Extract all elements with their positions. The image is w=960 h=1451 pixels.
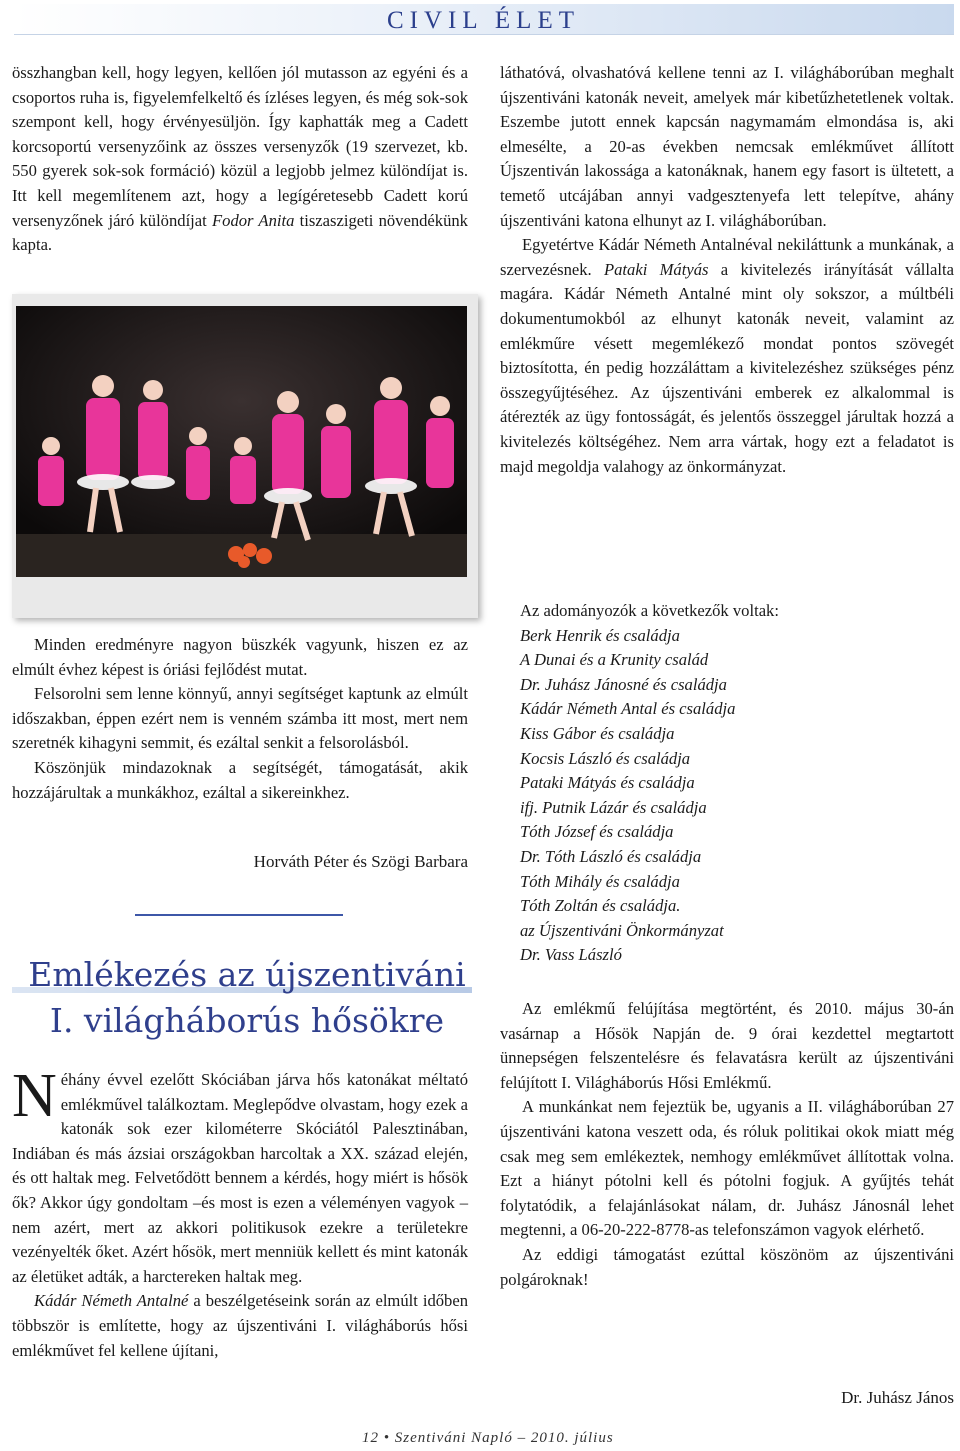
article-title-line2: I. világháborús hősökre xyxy=(49,1001,445,1040)
donor-item: Kádár Németh Antal és családja xyxy=(520,699,736,719)
drop-cap: N xyxy=(12,1062,57,1130)
person-name: Pataki Mátyás xyxy=(603,259,709,279)
donor-item: Tóth József és családja xyxy=(520,822,674,842)
article-paragraph: láthatóvá, olvashatóvá kellene tenni az I. világháborúban meghalt újszentiváni katonák neveit, amelyek már kibetűzhetetlenek voltak. Eszembe jutott ennek kapcsán nagymamám elmondása is, aki elmesélte, a 20-as években nemcsak emlékművet állított Újszentiván lakossága a katonáknak, hanem egy fasort is ültetett, a temető utcájában annyi vadgesztenyefa lett telepítve, ahány újszentiváni katona elhunyt az I. világháborúban. xyxy=(500,63,954,230)
article-paragraph: a beszélgetéseink során az elmúlt időben többször is említette, hogy az újszentiváni I. világháborús hősi emlékművet fel kellene újítani, xyxy=(12,1291,469,1360)
donor-item: Dr. Juhász Jánosné és családja xyxy=(520,674,727,694)
article-paragraph: Az emlékmű felújítása megtörtént, és 2010. május 30-án vasárnap a Hősök Napján de. 9 órai kezdettel megtartott ünnepségen felszentelésre és felavatásra került az újszentiváni felújított I. Világháborús Hősi Emlékmű. xyxy=(500,999,954,1092)
section-divider xyxy=(135,914,343,916)
right-column-top xyxy=(500,61,954,479)
publication-name: Szentiváni Napló – 2010. július xyxy=(394,1430,614,1446)
left-column-bottom xyxy=(12,1062,469,1363)
article-title xyxy=(12,952,482,1044)
left-column-top xyxy=(12,61,468,258)
donor-item: Kocsis László és családja xyxy=(520,748,691,768)
page-footer xyxy=(362,1430,614,1447)
donor-item: Dr. Vass László xyxy=(520,945,622,965)
donor-item: Dr. Tóth László és családja xyxy=(520,846,702,866)
paragraph: Minden eredményre nagyon büszkék vagyunk, hiszen ez az elmúlt évhez képest is óriási fejlődést mutat. xyxy=(12,635,468,679)
author-signature: Horváth Péter és Szögi Barbara xyxy=(253,852,468,871)
donor-item: az Újszentiváni Önkormányzat xyxy=(520,920,724,940)
photo-illustration xyxy=(16,306,467,577)
paragraph: Köszönjük mindazoknak a segítségét, támogatását, akik hozzájárultak a munkákhoz, ezáltal a sikereinkhez. xyxy=(12,757,468,802)
left-column-middle xyxy=(12,633,468,805)
majorette-dancers-photo xyxy=(16,306,467,577)
donor-list-intro: Az adományozók a következők voltak: xyxy=(520,601,779,620)
intro-text-end: tiszaszigeti növendékünk kapta. xyxy=(12,210,468,255)
section-title: CIVIL ÉLET xyxy=(386,7,580,34)
article-paragraph: A munkánkat nem fejeztük be, ugyanis a II. világháborúban 27 újszentiváni katona veszett oda, és róluk politikai okok miatt még csak meg sem emlékeztek, nemhogy emlékművet állítottak volna. Ezt a hiányt pótolni kell és pótolni fogjuk. A gyűjtés tehát folytatódik, a felajánlásokat nálam, dr. Juhász Jánosnál lehet megtenni, a 06-20-222-8778-as telefonszámon vagyok elérhető. xyxy=(500,1097,954,1240)
donor-item: Tóth Zoltán és családja. xyxy=(520,896,681,916)
donor-item: Pataki Mátyás és családja xyxy=(520,773,695,793)
article-paragraph: Az eddigi támogatást ezúttal köszönöm az újszentiváni polgároknak! xyxy=(500,1244,954,1289)
author-signature: Dr. Juhász János xyxy=(841,1388,954,1407)
article-paragraph: a kivitelezés irányítását vállalta magára. Kádár Németh Antalné mint oly sokszor, a múltbéli dokumentumokból az elhunyt katonák neveit, valamint az emlékműre vésett megemlékező mondat pontos szövegét biztosította, én pedig hozzáláttam a kivitelezéshez szükséges pénz összegyűjtéséhez. Az újszentiváni emberek ez alkalommal is átérezték az ügy fontosságát, és jelentős összeggel járultak hozzá a kivitelezés költségéhez. Nem arra vártak, hogy ezt a feladatot is majd megoldja valahogy az önkormányzat. xyxy=(500,259,954,476)
article-title-line1: Emlékezés az újszentiváni xyxy=(28,955,466,994)
right-column-bottom xyxy=(500,997,954,1292)
person-name: Fodor Anita xyxy=(212,210,295,230)
page-number: 12 xyxy=(362,1430,379,1446)
donor-item: A Dunai és a Krunity család xyxy=(520,650,709,670)
article-paragraph: Egyetértve Kádár Németh Antalnéval nekiláttunk a munkának, a szervezésnek. xyxy=(500,235,954,279)
bullet-icon: • xyxy=(383,1430,395,1446)
article-paragraph: éhány évvel ezelőtt Skóciában járva hős katonákat méltató emlékművel találkoztam. Meglepődve olvastam, hogy ezek a katonák sok ezer kilométerre Skóciától Palesztinában, Indiában és más ázsiai országokban harcoltak a XX. század elején, és ott haltak meg. Felvetődött bennem a kérdés, hogy miért is hősök ők? Akkor úgy gondoltam –és most is ezen a véleményen vagyok – nem azért, mert az akkori politikusok ezekre a területekre vezényelték őket. Azért hősök, mert menniük kellett és mint katonák az életüket adták, a harctereken haltak meg. xyxy=(12,1070,468,1286)
person-name: Kádár Németh Antalné xyxy=(34,1291,189,1311)
donor-item: Tóth Mihály és családja xyxy=(520,871,680,891)
paragraph: Felsorolni sem lenne könnyű, annyi segítséget kaptunk az elmúlt időszakban, éppen ezért nem is venném számba itt most, mert nem szeretnék kihagyni semmit, és ezáltal senkit a felsorolásból. xyxy=(12,684,468,753)
donor-item: Berk Henrik és családja xyxy=(520,625,680,645)
intro-text: összhangban kell, hogy legyen, kellően jól mutasson az egyéni és a csoportos ruha is, figyelemfelkeltő és ízléses legyen, és még sok-sok szempont kell, hogy érvényesüljön. Így kaphatták meg a Cadett korcsoportú versenyzőink az összes versenyzők (19 szervezet, kb. 550 gyerek sok-sok formáció) közül a legjobb jelmez különdíjat is. Itt kell megemlítenem azt, hogy a legígéretesebb Cadett korú versenyzőnek járó különdíjat xyxy=(12,63,468,230)
donor-list xyxy=(520,599,954,968)
donor-item: ifj. Putnik Lázár és családja xyxy=(520,797,707,817)
donor-item: Kiss Gábor és családja xyxy=(520,723,675,743)
